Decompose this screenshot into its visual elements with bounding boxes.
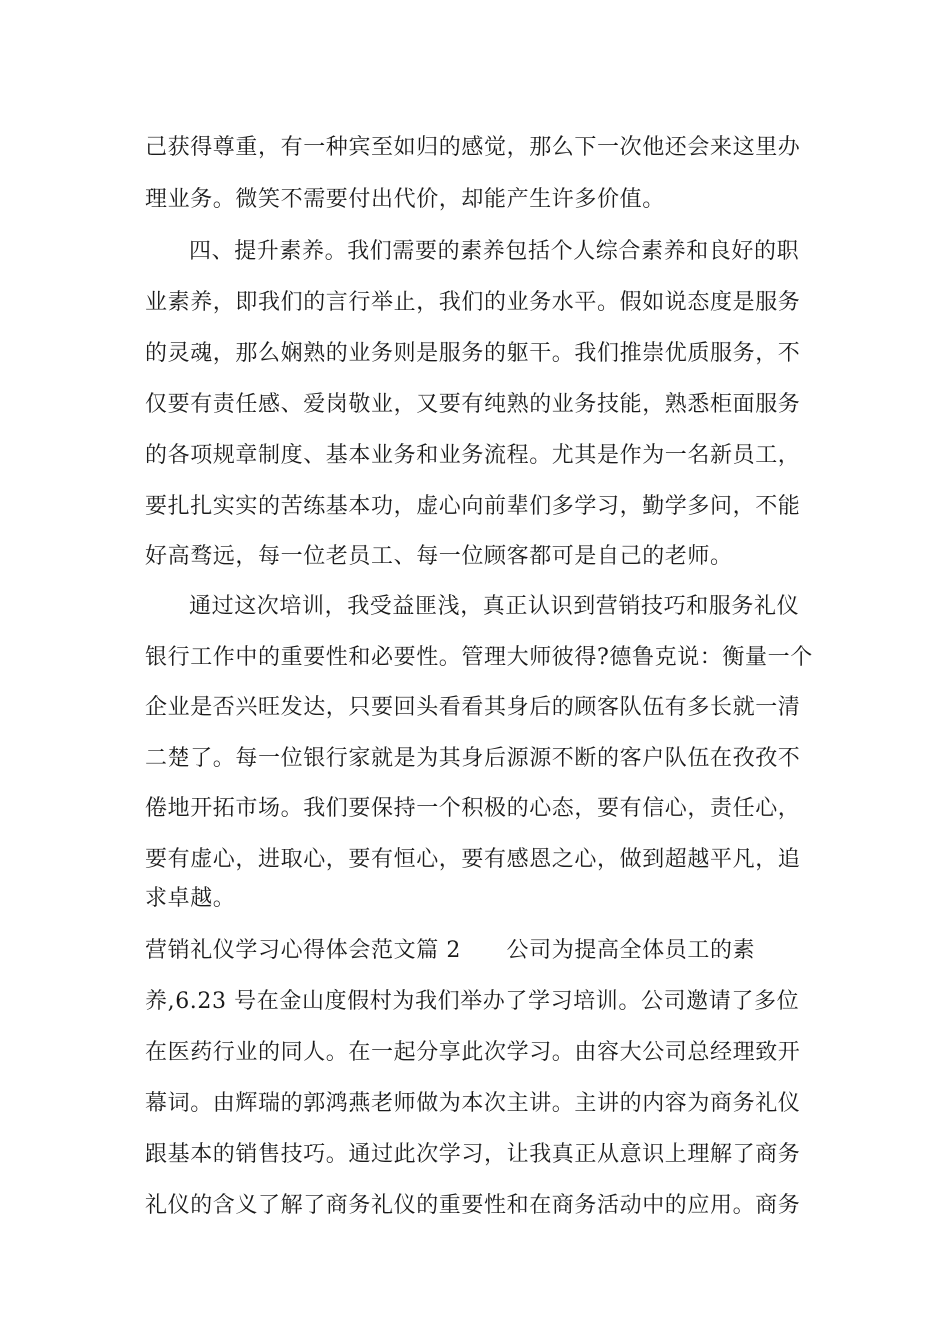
text-line: 的各项规章制度、基本业务和业务流程。尤其是作为一名新员工，: [145, 443, 801, 468]
text-line: 业素养，即我们的言行举止，我们的业务水平。假如说态度是服务: [145, 290, 801, 315]
text-line: 养,6.23 号在金山度假村为我们举办了学习培训。公司邀请了多位: [145, 989, 800, 1014]
paragraph-start-line: 四、提升素养。我们需要的素养包括个人综合素养和良好的职: [189, 239, 800, 264]
text-line: 银行工作中的重要性和必要性。管理大师彼得?德鲁克说：衡量一个: [145, 645, 813, 670]
text-line: 幕词。由辉瑞的郭鸿燕老师做为本次主讲。主讲的内容为商务礼仪: [145, 1091, 801, 1116]
text-line: 企业是否兴旺发达，只要回头看看其身后的顾客队伍有多长就一清: [145, 695, 801, 720]
text-line: 己获得尊重，有一种宾至如归的感觉，那么下一次他还会来这里办: [145, 135, 801, 160]
text-line: 在医药行业的同人。在一起分享此次学习。由容大公司总经理致开: [145, 1040, 801, 1065]
text-line: 要扎扎实实的苦练基本功，虚心向前辈们多学习，勤学多问，不能: [145, 494, 801, 519]
text-line: 的灵魂，那么娴熟的业务则是服务的躯干。我们推崇优质服务，不: [145, 341, 801, 366]
text-line: 要有虚心，进取心，要有恒心，要有感恩之心，做到超越平凡，追: [145, 847, 801, 872]
text-line: 礼仪的含义了解了商务礼仪的重要性和在商务活动中的应用。商务: [145, 1193, 801, 1218]
text-line: 仅要有责任感、爱岗敬业，又要有纯熟的业务技能，熟悉柜面服务: [145, 392, 801, 417]
paragraph-start-line: 通过这次培训，我受益匪浅，真正认识到营销技巧和服务礼仪: [189, 594, 800, 619]
text-line: 求卓越。: [145, 886, 236, 911]
text-line: 理业务。微笑不需要付出代价，却能产生许多价值。: [145, 187, 665, 212]
text-line: 好高骛远，每一位老员工、每一位顾客都可是自己的老师。: [145, 544, 733, 569]
text-line: 倦地开拓市场。我们要保持一个积极的心态，要有信心，责任心，: [145, 796, 801, 821]
text-line: 跟基本的销售技巧。通过此次学习，让我真正从意识上理解了商务: [145, 1142, 801, 1167]
section-heading-line: 营销礼仪学习心得体会范文篇 2 公司为提高全体员工的素: [145, 938, 756, 963]
text-line: 二楚了。每一位银行家就是为其身后源源不断的客户队伍在孜孜不: [145, 746, 801, 771]
